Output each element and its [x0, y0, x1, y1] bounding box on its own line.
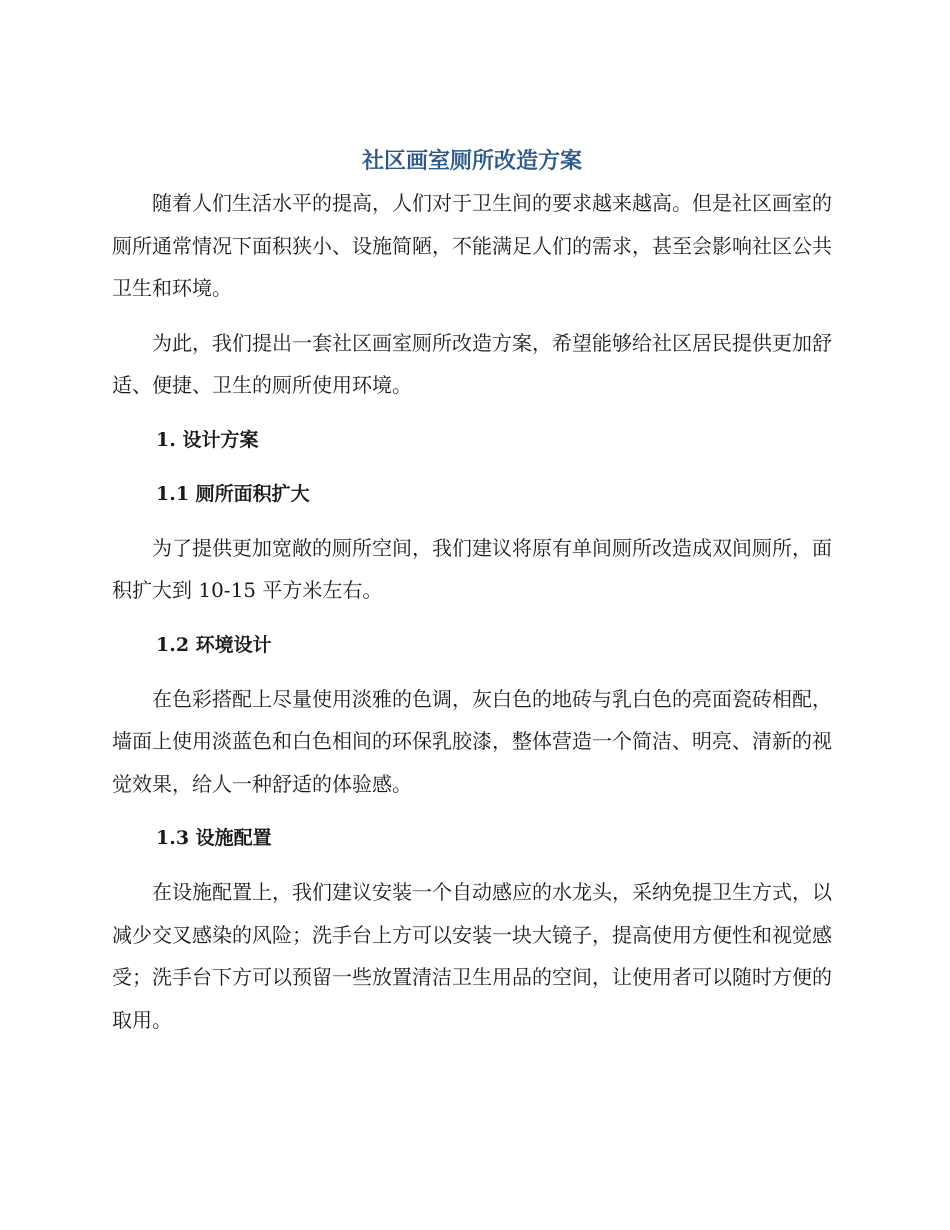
subsection-body-environment: 在色彩搭配上尽量使用淡雅的色调，灰白色的地砖与乳白色的亮面瓷砖相配，墙面上使用淡蓝色和白色相间的环保乳胶漆，整体营造一个简洁、明亮、清新的视觉效果，给人一种舒适的体验感。	[112, 686, 832, 796]
subsection-heading-environment: 1.2 环境设计	[156, 633, 272, 656]
subsection-body-area: 为了提供更加宽敞的厕所空间，我们建议将原有单间厕所改造成双间厕所，面积扩大到 10-15 平方米左右。	[112, 535, 832, 602]
section-heading-design-plan: 1. 设计方案	[156, 428, 259, 451]
subsection-heading-facilities: 1.3 设施配置	[156, 827, 272, 849]
subsection-body-facilities: 在设施配置上，我们建议安装一个自动感应的水龙头，采纳免提卫生方式，以减少交叉感染的风险；洗手台上方可以安装一块大镜子，提高使用方便性和视觉感受；洗手台下方可以预留一些放置清洁卫生用品的空间，让使用者可以随时方便的取用。	[112, 880, 832, 1032]
intro-paragraph-2: 为此，我们提出一套社区画室厕所改造方案，希望能够给社区居民提供更加舒适、便捷、卫生的厕所使用环境。	[112, 330, 832, 397]
document-page	[112, 142, 832, 1053]
subsection-heading-area: 1.1 厕所面积扩大	[156, 482, 310, 505]
document-title: 社区画室厕所改造方案	[361, 149, 582, 174]
intro-paragraph-1: 随着人们生活水平的提高，人们对于卫生间的要求越来越高。但是社区画室的厕所通常情况下面积狭小、设施简陋，不能满足人们的需求，甚至会影响社区公共卫生和环境。	[112, 191, 832, 300]
